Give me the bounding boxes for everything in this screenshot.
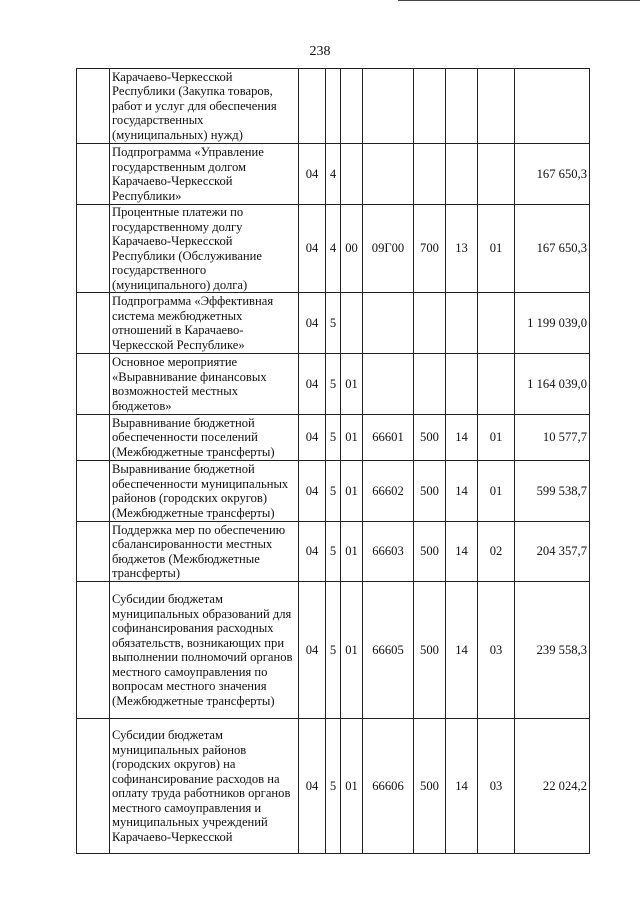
row-name-cell: Поддержка мер по обеспечению сбалансированности местных бюджетов (Межбюджетные трансферты): [110, 522, 299, 582]
budget-table: [76, 68, 590, 854]
row-code-cell: [478, 354, 515, 415]
row-code-cell: 500: [414, 415, 446, 461]
row-name-cell: Выравнивание бюджетной обеспеченности муниципальных районов (городских округов) (Межбюджетные трансферты): [110, 461, 299, 522]
row-amount-cell: 1 164 039,0: [515, 354, 590, 415]
row-blank-cell: [77, 293, 110, 354]
row-code-cell: [363, 293, 414, 354]
row-code-cell: 14: [446, 415, 478, 461]
row-code-cell: 01: [341, 415, 363, 461]
row-code-cell: [446, 144, 478, 205]
table-row: [77, 719, 590, 854]
row-code-cell: 66606: [363, 719, 414, 854]
row-amount-cell: 167 650,3: [515, 205, 590, 293]
row-code-cell: 66601: [363, 415, 414, 461]
table-row: [77, 522, 590, 582]
row-code-cell: 04: [299, 354, 326, 415]
row-code-cell: 500: [414, 461, 446, 522]
row-code-cell: 14: [446, 582, 478, 719]
table-row: [77, 354, 590, 415]
row-code-cell: [446, 354, 478, 415]
row-code-cell: 03: [478, 719, 515, 854]
row-code-cell: [478, 293, 515, 354]
row-code-cell: [446, 293, 478, 354]
row-code-cell: 01: [341, 522, 363, 582]
row-code-cell: 700: [414, 205, 446, 293]
table-row: [77, 293, 590, 354]
row-code-cell: 04: [299, 293, 326, 354]
row-code-cell: [341, 144, 363, 205]
row-blank-cell: [77, 144, 110, 205]
row-name-cell: Подпрограмма «Эффективная система межбюджетных отношений в Карачаево-Черкесской Республике»: [110, 293, 299, 354]
row-name-cell: Субсидии бюджетам муниципальных образований для софинансирования расходных обязательств, возникающих при выполнении полномочий органов местного самоуправления по вопросам местного значения (Межбюджетные трансферты): [110, 582, 299, 719]
row-code-cell: [341, 293, 363, 354]
row-code-cell: 5: [326, 582, 341, 719]
row-blank-cell: [77, 354, 110, 415]
row-code-cell: 04: [299, 582, 326, 719]
row-code-cell: 66603: [363, 522, 414, 582]
table-row: [77, 69, 590, 144]
row-code-cell: [414, 144, 446, 205]
row-code-cell: 14: [446, 719, 478, 854]
row-code-cell: [478, 144, 515, 205]
table-row: [77, 582, 590, 719]
row-code-cell: 04: [299, 415, 326, 461]
row-code-cell: 5: [326, 461, 341, 522]
row-code-cell: [414, 293, 446, 354]
row-code-cell: 04: [299, 205, 326, 293]
table-row: [77, 205, 590, 293]
row-amount-cell: 204 357,7: [515, 522, 590, 582]
row-code-cell: 03: [478, 582, 515, 719]
row-code-cell: 13: [446, 205, 478, 293]
row-code-cell: [446, 69, 478, 144]
row-code-cell: 04: [299, 522, 326, 582]
row-amount-cell: 1 199 039,0: [515, 293, 590, 354]
row-code-cell: 02: [478, 522, 515, 582]
row-code-cell: [414, 354, 446, 415]
row-code-cell: 4: [326, 144, 341, 205]
row-code-cell: 04: [299, 719, 326, 854]
row-blank-cell: [77, 415, 110, 461]
row-code-cell: 500: [414, 582, 446, 719]
row-name-cell: Процентные платежи по государственному долгу Карачаево-Черкесской Республики (Обслуживание государственного (муниципального) долга): [110, 205, 299, 293]
row-code-cell: 01: [478, 461, 515, 522]
row-code-cell: 01: [341, 719, 363, 854]
row-blank-cell: [77, 582, 110, 719]
row-amount-cell: 167 650,3: [515, 144, 590, 205]
row-code-cell: 66602: [363, 461, 414, 522]
page-number: 238: [309, 44, 331, 59]
row-code-cell: [363, 354, 414, 415]
top-rule: [398, 0, 640, 1]
row-amount-cell: [515, 69, 590, 144]
row-blank-cell: [77, 719, 110, 854]
row-blank-cell: [77, 461, 110, 522]
row-amount-cell: 239 558,3: [515, 582, 590, 719]
row-code-cell: 500: [414, 719, 446, 854]
table-row: [77, 415, 590, 461]
row-blank-cell: [77, 205, 110, 293]
row-code-cell: [363, 69, 414, 144]
row-code-cell: 5: [326, 522, 341, 582]
row-code-cell: 500: [414, 522, 446, 582]
row-code-cell: 14: [446, 461, 478, 522]
row-code-cell: 66605: [363, 582, 414, 719]
row-name-cell: Карачаево-Черкесской Республики (Закупка товаров, работ и услуг для обеспечения государственных (муниципальных) нужд): [110, 69, 299, 144]
row-code-cell: 04: [299, 144, 326, 205]
row-code-cell: 5: [326, 293, 341, 354]
row-code-cell: [414, 69, 446, 144]
row-code-cell: 01: [341, 461, 363, 522]
row-code-cell: 14: [446, 522, 478, 582]
row-code-cell: 4: [326, 205, 341, 293]
row-amount-cell: 599 538,7: [515, 461, 590, 522]
row-blank-cell: [77, 522, 110, 582]
row-code-cell: 5: [326, 354, 341, 415]
row-code-cell: 00: [341, 205, 363, 293]
row-code-cell: 01: [341, 582, 363, 719]
row-code-cell: 01: [478, 205, 515, 293]
row-amount-cell: 10 577,7: [515, 415, 590, 461]
row-name-cell: Выравнивание бюджетной обеспеченности поселений (Межбюджетные трансферты): [110, 415, 299, 461]
row-code-cell: [478, 69, 515, 144]
row-blank-cell: [77, 69, 110, 144]
row-code-cell: [363, 144, 414, 205]
row-code-cell: [326, 69, 341, 144]
row-code-cell: 04: [299, 461, 326, 522]
table-row: [77, 461, 590, 522]
row-amount-cell: 22 024,2: [515, 719, 590, 854]
row-code-cell: 01: [341, 354, 363, 415]
row-name-cell: Субсидии бюджетам муниципальных районов (городских округов) на софинансирование расходов на оплату труда работников органов местного самоуправления и муниципальных учреждений Карачаево-Черкесской: [110, 719, 299, 854]
row-code-cell: [341, 69, 363, 144]
budget-table-body: [77, 69, 590, 854]
row-code-cell: [299, 69, 326, 144]
row-code-cell: 5: [326, 719, 341, 854]
row-code-cell: 5: [326, 415, 341, 461]
row-code-cell: 01: [478, 415, 515, 461]
row-code-cell: 09Г00: [363, 205, 414, 293]
row-name-cell: Подпрограмма «Управление государственным долгом Карачаево-Черкесской Республики»: [110, 144, 299, 205]
table-row: [77, 144, 590, 205]
row-name-cell: Основное мероприятие «Выравнивание финансовых возможностей местных бюджетов»: [110, 354, 299, 415]
